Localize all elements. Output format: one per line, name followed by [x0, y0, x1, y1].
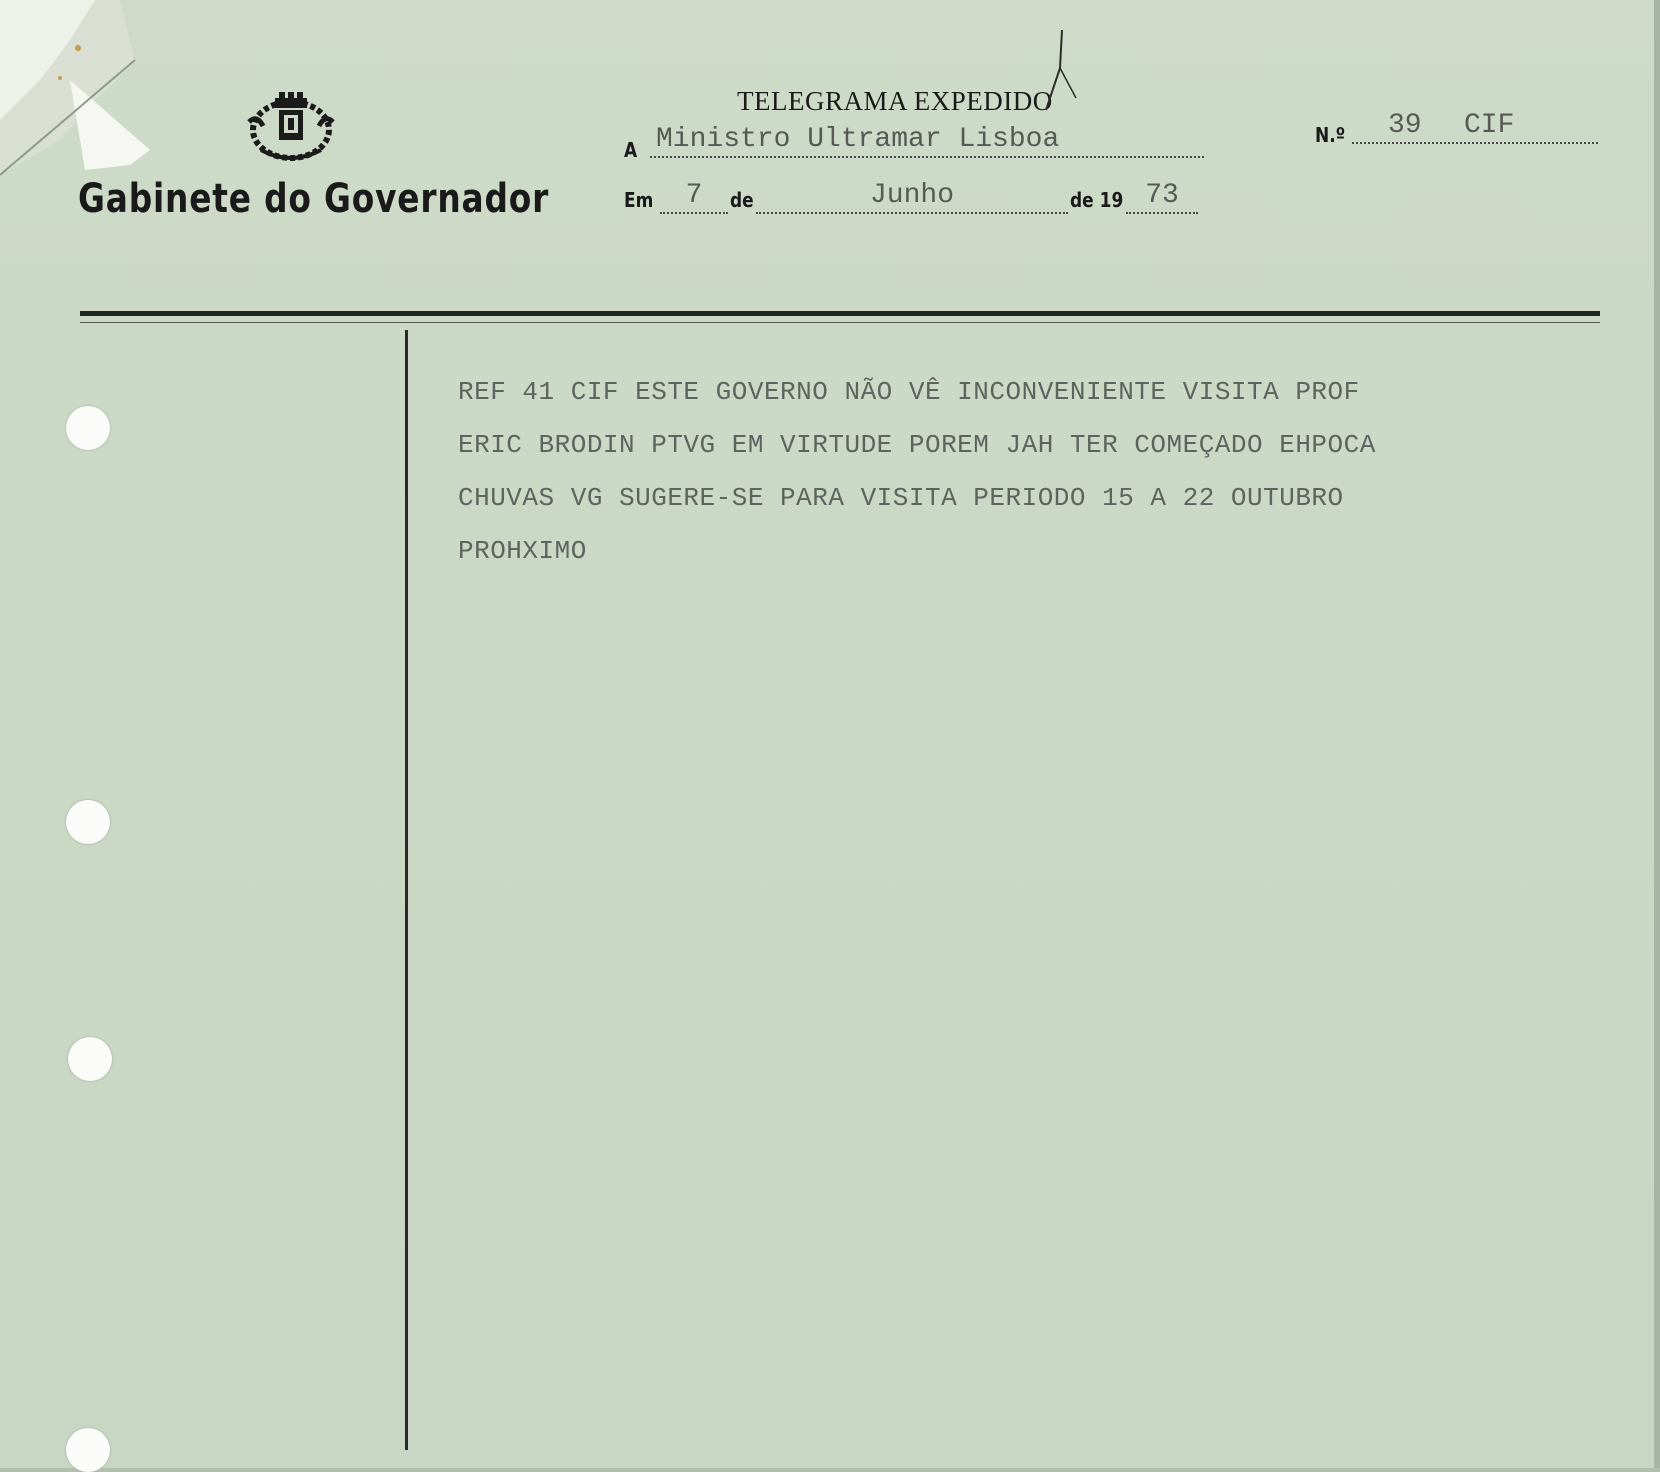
torn-corner-icon: [0, 0, 180, 190]
year-field: 73: [1126, 180, 1198, 214]
day-field: 7: [660, 180, 728, 214]
message-line: PROHXIMO: [458, 536, 587, 566]
portuguese-coat-of-arms-icon: [243, 92, 339, 166]
month-label: de: [730, 188, 754, 212]
number-value: 39: [1388, 110, 1422, 141]
office-title: Gabinete do Governador: [78, 176, 550, 222]
paper-edge-right: [1654, 0, 1660, 1472]
year-label: de 19: [1070, 188, 1124, 212]
number-suffix: CIF: [1464, 110, 1515, 141]
message-line: ERIC BRODIN PTVG EM VIRTUDE POREM JAH TER COMEÇADO EHPOCA: [458, 430, 1376, 460]
form-title: TELEGRAMA EXPEDIDO: [737, 86, 1053, 116]
message-line: CHUVAS VG SUGERE-SE PARA VISITA PERIODO 15 A 22 OUTUBRO: [458, 483, 1344, 513]
pen-annotation-icon: [1030, 28, 1080, 118]
number-field: [1352, 110, 1598, 144]
punch-hole: [66, 800, 110, 844]
month-field: Junho: [756, 180, 1068, 214]
header-divider-thin: [80, 322, 1600, 323]
paper-edge-bottom: [0, 1468, 1660, 1472]
punch-hole: [66, 406, 110, 450]
to-field: Ministro Ultramar Lisboa: [650, 124, 1204, 158]
number-label: N.º: [1315, 123, 1346, 147]
punch-hole: [66, 1428, 110, 1472]
header-divider-thick: [80, 311, 1600, 316]
message-line: REF 41 CIF ESTE GOVERNO NÃO VÊ INCONVENIENTE VISITA PROF: [458, 377, 1360, 407]
punch-hole: [68, 1037, 112, 1081]
margin-divider: [405, 330, 408, 1450]
message-body: [458, 366, 1598, 578]
to-label: A: [624, 138, 638, 162]
date-prefix-label: Em: [624, 188, 654, 212]
